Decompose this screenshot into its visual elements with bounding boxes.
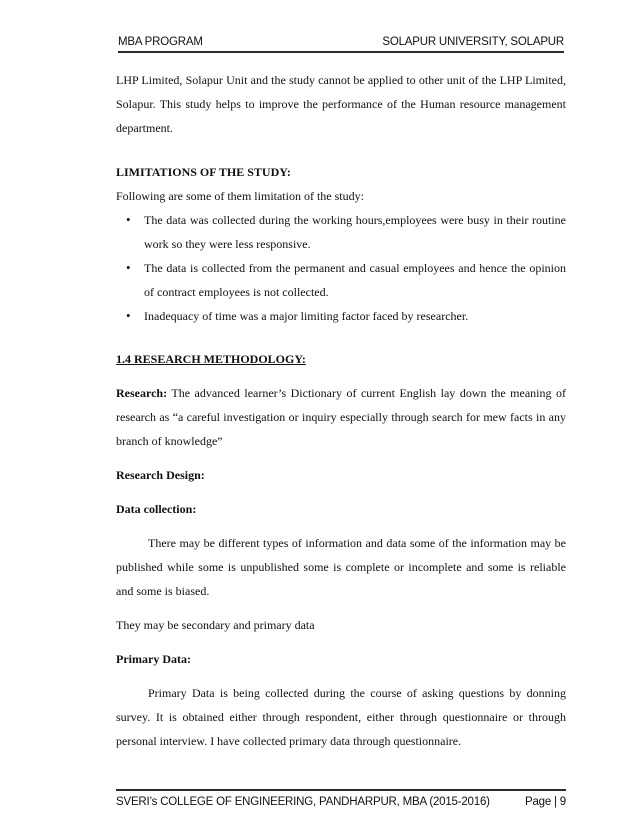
collection-paragraph: There may be different types of information and data some of the information may be published while some is unpublished some is complete or incomplete and some is reliable and some is biased. [116,536,566,598]
header-university: SOLAPUR UNIVERSITY, SOLAPUR [382,36,564,48]
research-label: Research: [116,386,168,400]
list-item: • The data is collected from the permanent and casual employees and hence the opinion of contract employees is not collected. [144,256,566,304]
types-paragraph: They may be secondary and primary data [116,618,315,632]
limitations-lead: Following are some of them limitation of the study: [116,189,364,203]
footer-college: SVERI’s COLLEGE OF ENGINEERING, PANDHARPUR, MBA (2015-2016) [116,796,490,808]
list-item: • The data was collected during the working hours,employees were busy in their routine work so they were less responsive. [144,208,566,256]
page-header [118,36,564,53]
header-program: MBA PROGRAM [118,36,203,48]
page-number: Page | 9 [524,796,566,808]
page-body [116,68,566,753]
primary-heading: Primary Data: [116,652,191,666]
methodology-heading: 1.4 RESEARCH METHODOLOGY: [116,352,306,366]
limitations-list [116,208,566,328]
limitations-heading: LIMITATIONS OF THE STUDY: [116,165,291,179]
collection-heading: Data collection: [116,502,197,516]
research-paragraph [116,381,566,453]
design-heading: Research Design: [116,468,205,482]
list-item: • Inadequacy of time was a major limiting factor faced by researcher. [144,304,566,328]
page-footer [116,789,566,808]
research-text: The advanced learner’s Dictionary of current English lay down the meaning of research as “a careful investigation or inquiry especially through search for mew facts in any branch of knowledge” [116,386,566,448]
primary-paragraph: Primary Data is being collected during the course of asking questions by donning survey. It is obtained either through respondent, either through questionnaire or through personal interview. I have collected primary data through questionnaire. [116,686,566,748]
intro-paragraph: LHP Limited, Solapur Unit and the study cannot be applied to other unit of the LHP Limited, Solapur. This study helps to improve the performance of the Human resource management department. [116,73,566,135]
